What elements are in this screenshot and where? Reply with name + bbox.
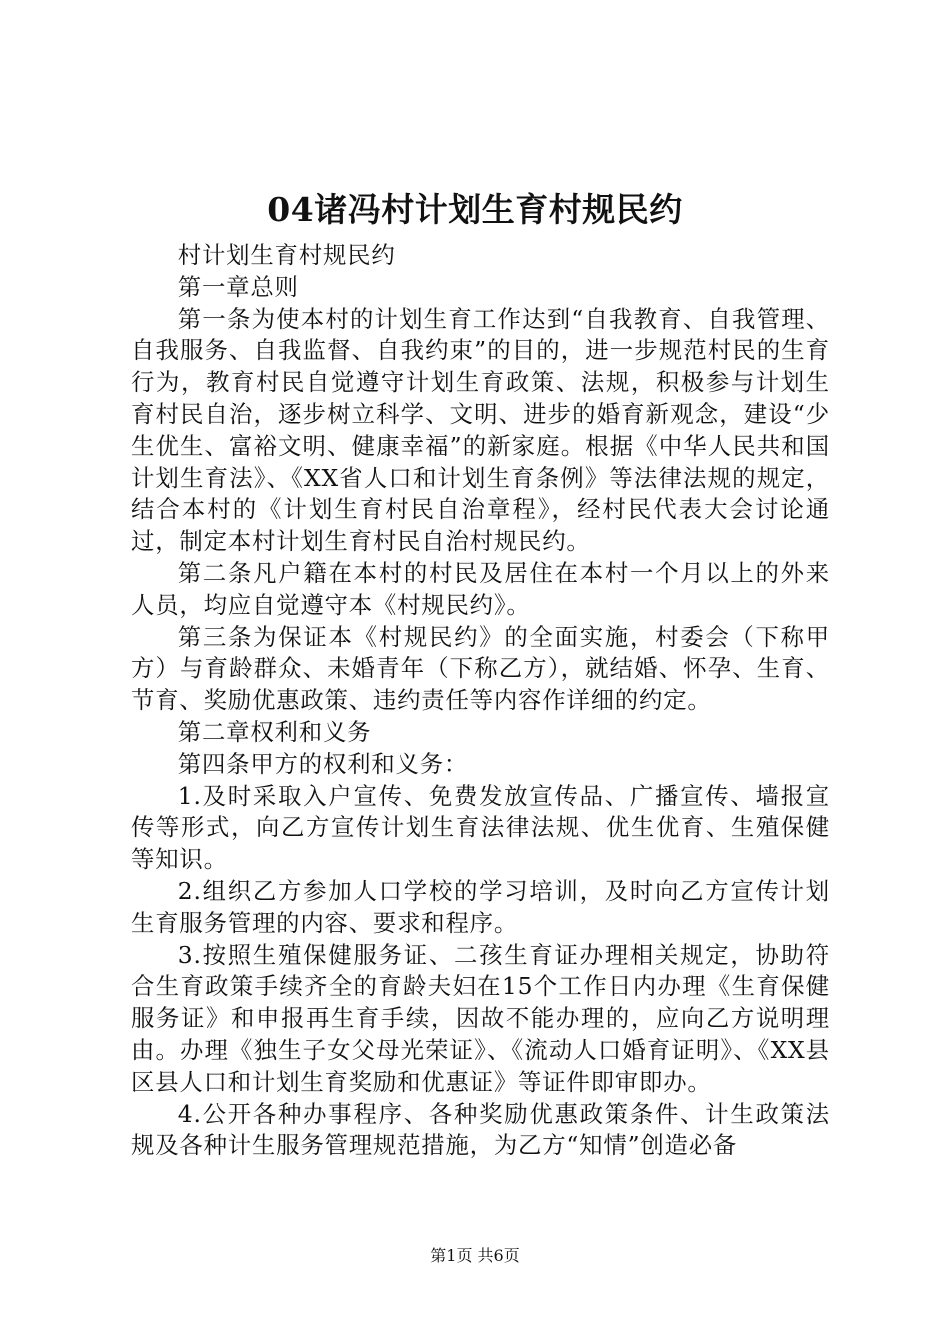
paragraph-article-1: 第一条为使本村的计划生育工作达到“自我教育、自我管理、自我服务、自我监督、自我约束”的目的，进一步规范村民的生育行为，教育村民自觉遵守计划生育政策、法规，积极参与计划生育村民自治，逐步树立科学、文明、进步的婚育新观念，建设“少生优生、富裕文明、健康幸福”的新家庭。根据《中华人民共和国计划生育法》、《XX省人口和计划生育条例》等法律法规的规定，结合本村的《计划生育村民自治章程》，经村民代表大会讨论通过，制定本村计划生育村民自治村规民约。 <box>131 304 830 556</box>
document-title: 04诸冯村计划生育村规民约 <box>267 190 683 229</box>
paragraph-article-2: 第二条凡户籍在本村的村民及居住在本村一个月以上的外来人员，均应自觉遵守本《村规民约》。 <box>131 558 830 619</box>
page-number-footer: 第1页 共6页 <box>430 1246 520 1265</box>
document-body <box>131 240 830 1162</box>
paragraph-item-2: 2.组织乙方参加人口学校的学习培训，及时向乙方宣传计划生育服务管理的内容、要求和程序。 <box>131 876 830 937</box>
paragraph-chapter-1: 第一章总则 <box>177 272 299 301</box>
paragraph-chapter-2: 第二章权利和义务 <box>177 717 372 746</box>
paragraph-article-3: 第三条为保证本《村规民约》的全面实施，村委会（下称甲方）与育龄群众、未婚青年（下称乙方），就结婚、怀孕、生育、节育、奖励优惠政策、违约责任等内容作详细的约定。 <box>131 622 830 715</box>
paragraph-subtitle: 村计划生育村规民约 <box>177 241 396 269</box>
paragraph-item-3: 3.按照生殖保健服务证、二孩生育证办理相关规定，协助符合生育政策手续齐全的育龄夫妇在15个工作日内办理《生育保健服务证》和申报再生育手续，因故不能办理的，应向乙方说明理由。办理《独生子女父母光荣证》、《流动人口婚育证明》、《XX县区县人口和计划生育奖励和优惠证》等证件即审即办。 <box>131 940 830 1096</box>
paragraph-item-1: 1.及时采取入户宣传、免费发放宣传品、广播宣传、墙报宣传等形式，向乙方宣传计划生育法律法规、优生优育、生殖保健等知识。 <box>131 781 830 874</box>
paragraph-item-4: 4.公开各种办事程序、各种奖励优惠政策条件、计生政策法规及各种计生服务管理规范措施，为乙方“知情”创造必备 <box>131 1099 830 1160</box>
paragraph-article-4: 第四条甲方的权利和义务： <box>177 749 469 778</box>
